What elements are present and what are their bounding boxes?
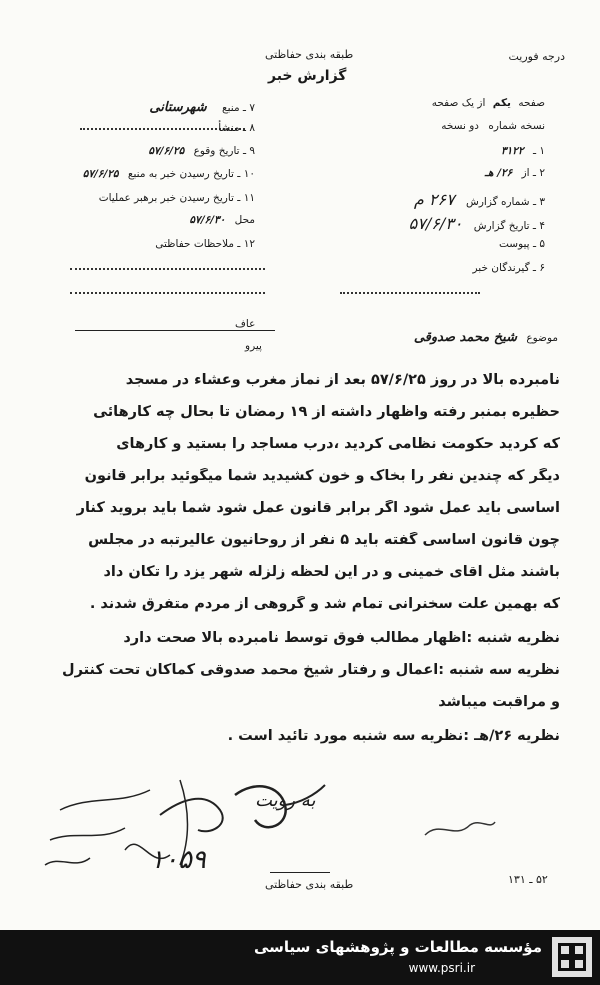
recipients-dots	[340, 292, 480, 294]
institute-name: مؤسسه مطالعات و پژوهشهای سیاسی	[253, 938, 542, 956]
body-line-1: نامبرده بالا در روز ۵۷/۶/۲۵ بعد از نماز مغرب وعشاء در مسجد	[125, 372, 560, 388]
field-6-recipients: ۶ ـ گیرندگان خبر	[472, 262, 545, 274]
body-line-8: که بهمین علت سخنرانی تمام شد و گروهی از مردم متفرق شدند .	[89, 596, 560, 612]
institute-logo-icon	[552, 937, 592, 977]
field-2-from: ۲ ـ از ۲۶/ هـ	[484, 167, 545, 179]
opinion-tuesday-cont: و مراقبت میباشد	[438, 694, 560, 710]
field-10-received-date: ۱۰ ـ تاریخ رسیدن خبر به منبع ۵۷/۶/۲۵	[82, 168, 255, 180]
lead-label: پیرو	[245, 340, 262, 352]
stamp-scribble	[420, 810, 500, 850]
handwritten-note: به رویت	[255, 790, 316, 811]
field-9-event-date: ۹ ـ تاریخ وقوع ۵۷/۶/۲۵	[148, 145, 255, 157]
document-title: گزارش خبر	[268, 68, 347, 84]
field-11-ops-date-value: محل ۵۷/۶/۳۰	[189, 214, 255, 226]
form-code: ۵۲ ـ ۱۳۱	[508, 873, 548, 886]
classification-label-top: طبقه بندی حفاظتی	[265, 48, 354, 61]
footer-line	[270, 872, 330, 873]
institute-url[interactable]: www.psri.ir	[408, 961, 475, 975]
subject-field: موضوع شیخ محمد صدوقی	[413, 330, 558, 345]
body-line-3: که کردید حکومت نظامی کردید ،درب مساجد را بستید و کارهای	[116, 436, 560, 452]
follow-label: عاف	[235, 318, 256, 330]
field-3-report-number: ۳ ـ شماره گزارش ۲۶۷ م	[413, 190, 545, 209]
field-8-origin: ۸ ـ منشأ	[218, 122, 255, 134]
classification-label-bottom: طبقه بندی حفاظتی	[265, 878, 354, 891]
notes-dots-1	[70, 268, 265, 270]
body-line-6: چون قانون اساسی گفته باید ۵ نفر از روحانیون عالیرتبه در مجلس	[88, 532, 560, 548]
handwritten-number: ۱۰۵۹	[150, 845, 206, 875]
institute-banner	[0, 930, 600, 985]
opinion-26h: نظریه ۲۶/هـ :نظریه سه شنبه مورد تائید است .	[227, 728, 560, 744]
body-line-4: دیگر که چندین نفر را بخاک و خون کشیدید شما میگوئید برابر قانون	[84, 468, 560, 484]
field-11-ops-date: ۱۱ ـ تاریخ رسیدن خبر برهبر عملیات	[98, 192, 255, 204]
field-12-security-notes: ۱۲ ـ ملاحظات حفاظتی	[155, 238, 255, 250]
field-copy-number: نسخه شماره دو نسخه	[441, 120, 545, 132]
body-line-2: حظیره بمنبر رفته واظهار داشته از ۱۹ رمضان تا بحال چه کارهائی	[93, 404, 560, 420]
opinion-saturday: نظریه شنبه :اظهار مطالب فوق توسط نامبرده بالا صحت دارد	[123, 630, 560, 646]
field-7-source: ۷ ـ منبع شهرستانی	[149, 100, 255, 115]
notes-dots-2	[70, 292, 265, 294]
signature-scribble	[225, 775, 335, 845]
urgency-label: درجه فوریت	[508, 50, 565, 63]
field-page: صفحه یکم از یک صفحه	[431, 97, 545, 109]
field-1: ۱ ـ ۳۱۲۲	[501, 145, 545, 157]
follow-line	[75, 330, 275, 331]
opinion-tuesday: نظریه سه شنبه :اعمال و رفتار شیخ محمد صدوقی کماکان تحت کنترل	[62, 662, 560, 678]
field-5-attachment: ۵ ـ پیوست	[498, 238, 545, 250]
field-4-report-date: ۴ ـ تاریخ گزارش ۵۷/۶/۳۰	[408, 214, 545, 233]
body-line-7: باشند مثل آقای خمینی و در این لحظه زلزله شهر یزد را تکان داد	[103, 564, 560, 580]
body-line-5: اساسی باید عمل شود اگر برابر قانون عمل شود شما باید بروید کنار	[76, 500, 560, 516]
